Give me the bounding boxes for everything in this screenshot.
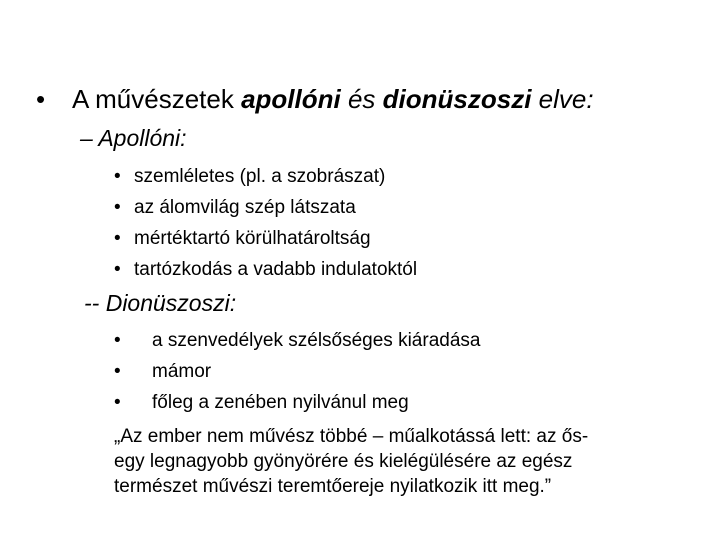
list-item — [114, 166, 385, 188]
heading-text-pre: A művészetek — [72, 84, 242, 114]
list-item — [114, 197, 356, 219]
list-item — [114, 392, 409, 414]
list-item — [114, 330, 480, 352]
main-heading — [36, 84, 594, 115]
heading-term-dionuszoszi: dionüszoszi — [382, 84, 532, 114]
heading-text-mid: és — [340, 84, 383, 114]
bullet-icon: • — [114, 166, 121, 187]
bullet-icon: • — [114, 259, 121, 280]
bullet-icon: • — [114, 361, 121, 382]
list-item-text: a szenvedélyek szélsőséges kiáradása — [152, 330, 481, 351]
list-item-text: szemléletes (pl. a szobrászat) — [134, 166, 386, 187]
heading-text-post: elve: — [531, 84, 594, 114]
section-label-dionuszoszi — [84, 290, 236, 317]
dionuszoszi-label: -- Dionüszoszi: — [84, 290, 237, 316]
heading-term-apolloni: apollóni — [241, 84, 341, 114]
nietzsche-quote: „Az ember nem művész többé – műalkotássá lett: az ős- egy legnagyobb gyönyörére és kielégülésére az egész természet művészi teremtőereje nyilatkozik itt meg.” — [114, 426, 589, 497]
list-item — [114, 228, 371, 250]
list-item-text: tartózkodás a vadabb indulatoktól — [134, 259, 418, 280]
bullet-icon: • — [36, 84, 46, 114]
section-label-apolloni — [80, 125, 187, 152]
bullet-icon: • — [114, 197, 121, 218]
list-item — [114, 361, 211, 383]
list-item-text: mértéktartó körülhatároltság — [134, 228, 371, 249]
list-item-text: főleg a zenében nyilvánul meg — [152, 392, 409, 413]
apolloni-label: – Apollóni: — [80, 125, 187, 151]
list-item-text: az álomvilág szép látszata — [134, 197, 356, 218]
bullet-icon: • — [114, 228, 121, 249]
list-item — [114, 259, 417, 281]
list-item-text: mámor — [152, 361, 212, 382]
bullet-icon: • — [114, 330, 121, 351]
bullet-icon: • — [114, 392, 121, 413]
